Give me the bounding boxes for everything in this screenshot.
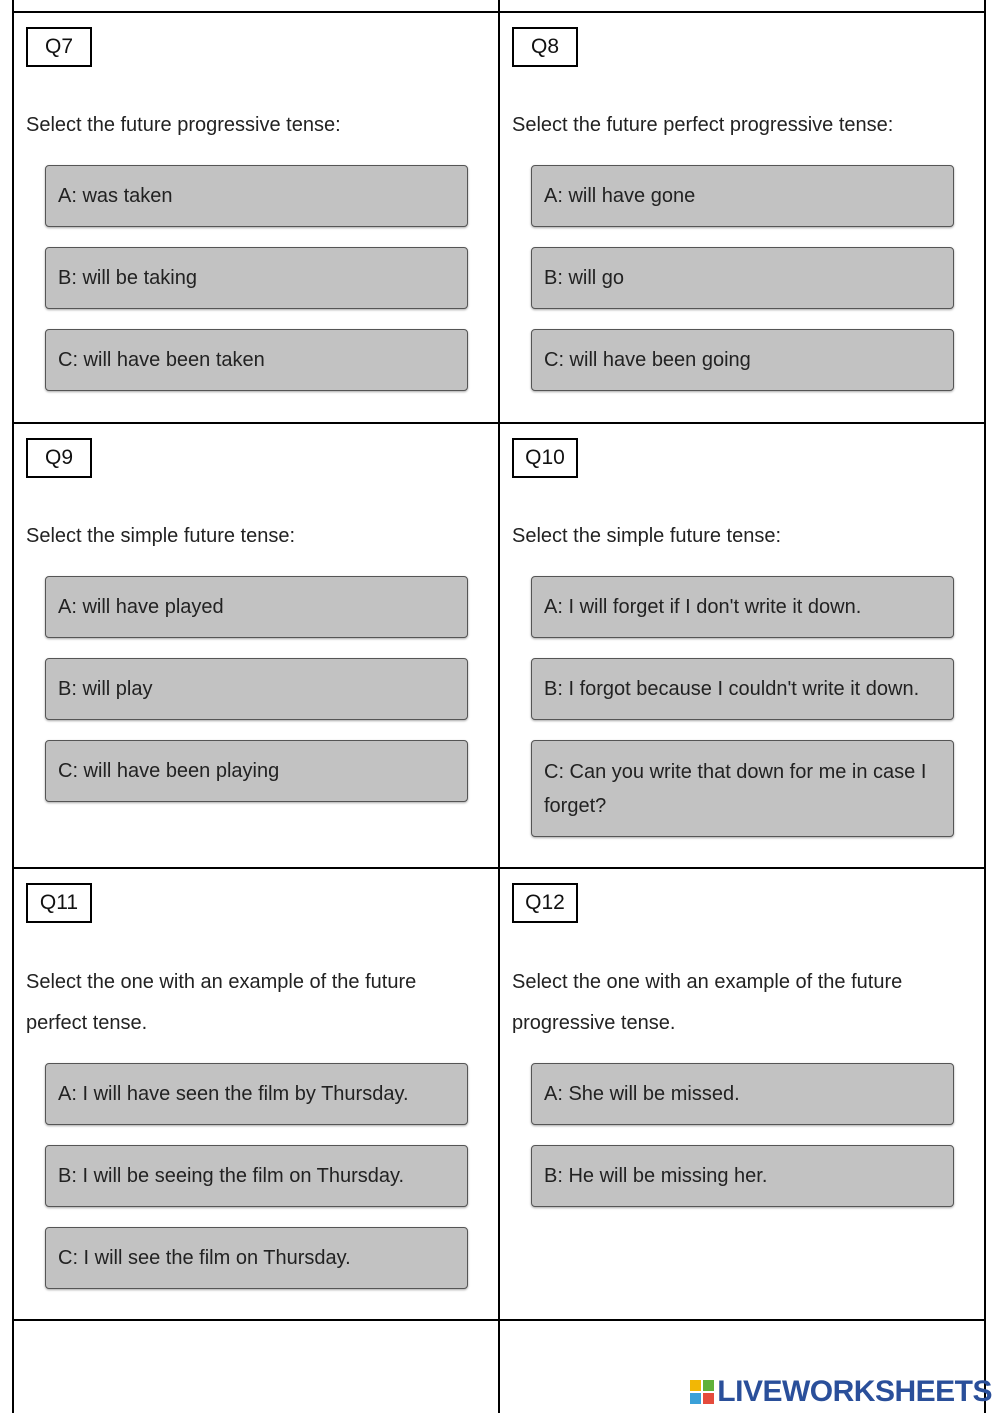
question-number: Q10 bbox=[512, 438, 578, 478]
liveworksheets-logo bbox=[690, 1375, 992, 1409]
answer-option-b[interactable]: B: I forgot because I couldn't write it down. bbox=[531, 658, 954, 720]
answer-option-c[interactable]: C: will have been going bbox=[531, 329, 954, 391]
brand-name: LIVEWORKSHEETS bbox=[717, 1375, 992, 1408]
logo-mark-icon bbox=[690, 1380, 714, 1404]
question-prompt: Select the one with an example of the future progressive tense. bbox=[512, 971, 903, 1034]
question-prompt: Select the future progressive tense: bbox=[26, 114, 341, 136]
answer-option-b[interactable]: B: will go bbox=[531, 247, 954, 309]
answer-option-c[interactable]: C: will have been playing bbox=[45, 740, 468, 802]
answer-option-b[interactable]: B: He will be missing her. bbox=[531, 1145, 954, 1207]
answer-option-a[interactable]: A: was taken bbox=[45, 165, 468, 227]
question-prompt: Select the simple future tense: bbox=[26, 525, 296, 547]
grid-line bbox=[984, 0, 986, 1413]
question-number: Q9 bbox=[26, 438, 92, 478]
question-number: Q8 bbox=[512, 27, 578, 67]
question-card-q8 bbox=[499, 13, 984, 422]
question-card-q9 bbox=[13, 424, 498, 867]
question-prompt: Select the simple future tense: bbox=[512, 525, 782, 547]
answer-option-a[interactable]: A: will have played bbox=[45, 576, 468, 638]
answer-option-b[interactable]: B: will play bbox=[45, 658, 468, 720]
question-prompt: Select the one with an example of the future perfect tense. bbox=[26, 971, 417, 1034]
answer-option-a[interactable]: A: She will be missed. bbox=[531, 1063, 954, 1125]
answer-option-a[interactable]: A: will have gone bbox=[531, 165, 954, 227]
question-card-q7 bbox=[13, 13, 498, 422]
question-number: Q12 bbox=[512, 883, 578, 923]
question-card-q11 bbox=[13, 869, 498, 1319]
answer-option-b[interactable]: B: will be taking bbox=[45, 247, 468, 309]
answer-option-b[interactable]: B: I will be seeing the film on Thursday. bbox=[45, 1145, 468, 1207]
answer-option-c[interactable]: C: will have been taken bbox=[45, 329, 468, 391]
answer-option-c[interactable]: C: I will see the film on Thursday. bbox=[45, 1227, 468, 1289]
question-card-q10 bbox=[499, 424, 984, 867]
question-number: Q7 bbox=[26, 27, 92, 67]
answer-option-a[interactable]: A: I will forget if I don't write it down. bbox=[531, 576, 954, 638]
question-card-q12 bbox=[499, 869, 984, 1319]
question-prompt: Select the future perfect progressive tense: bbox=[512, 114, 894, 136]
answer-option-c[interactable]: C: Can you write that down for me in case I forget? bbox=[531, 740, 954, 837]
question-number: Q11 bbox=[26, 883, 92, 923]
answer-option-a[interactable]: A: I will have seen the film by Thursday. bbox=[45, 1063, 468, 1125]
